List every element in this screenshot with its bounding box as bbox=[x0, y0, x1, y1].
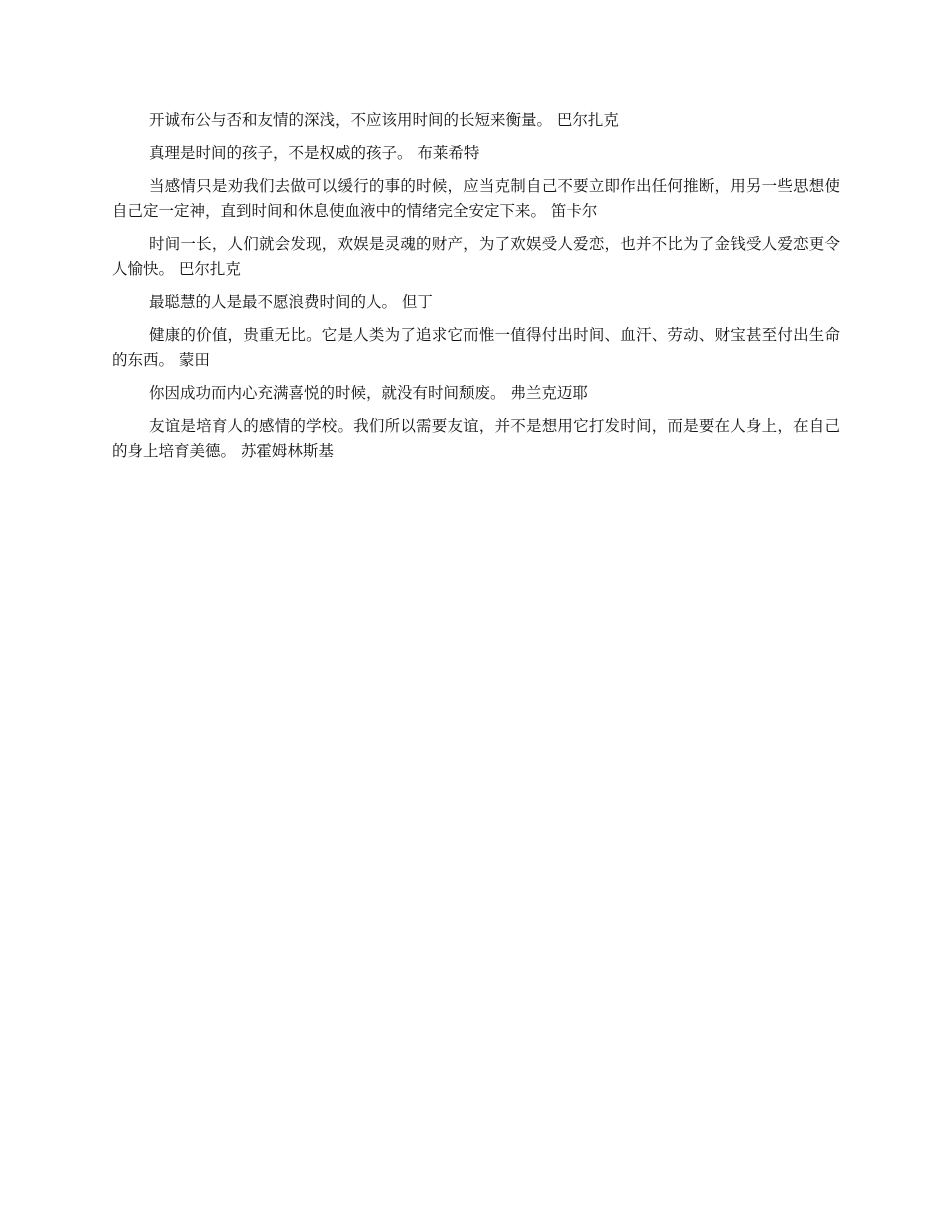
paragraph-5: 最聪慧的人是最不愿浪费时间的人。 但丁 bbox=[149, 293, 433, 311]
paragraph-7: 你因成功而内心充满喜悦的时候，就没有时间颓废。 弗兰克迈耶 bbox=[149, 384, 588, 402]
document-page bbox=[112, 108, 840, 472]
paragraph-6: 健康的价值，贵重无比。它是人类为了追求它而惟一值得付出时间、血汗、劳动、财宝甚至付出生命的东西。 蒙田 bbox=[112, 326, 840, 369]
paragraph-4: 时间一长，人们就会发现，欢娱是灵魂的财产，为了欢娱受人爱恋，也并不比为了金钱受人爱恋更令人愉快。 巴尔扎克 bbox=[112, 235, 840, 278]
paragraph-2: 真理是时间的孩子，不是权威的孩子。 布莱希特 bbox=[149, 144, 480, 162]
paragraph-8: 友谊是培育人的感情的学校。我们所以需要友谊，并不是想用它打发时间，而是要在人身上，在自己的身上培育美德。 苏霍姆林斯基 bbox=[112, 417, 840, 460]
paragraph-1: 开诚布公与否和友情的深浅，不应该用时间的长短来衡量。 巴尔扎克 bbox=[149, 111, 619, 129]
paragraph-3: 当感情只是劝我们去做可以缓行的事的时候，应当克制自己不要立即作出任何推断，用另一些思想使自己定一定神，直到时间和休息使血液中的情绪完全安定下来。 笛卡尔 bbox=[112, 177, 840, 220]
